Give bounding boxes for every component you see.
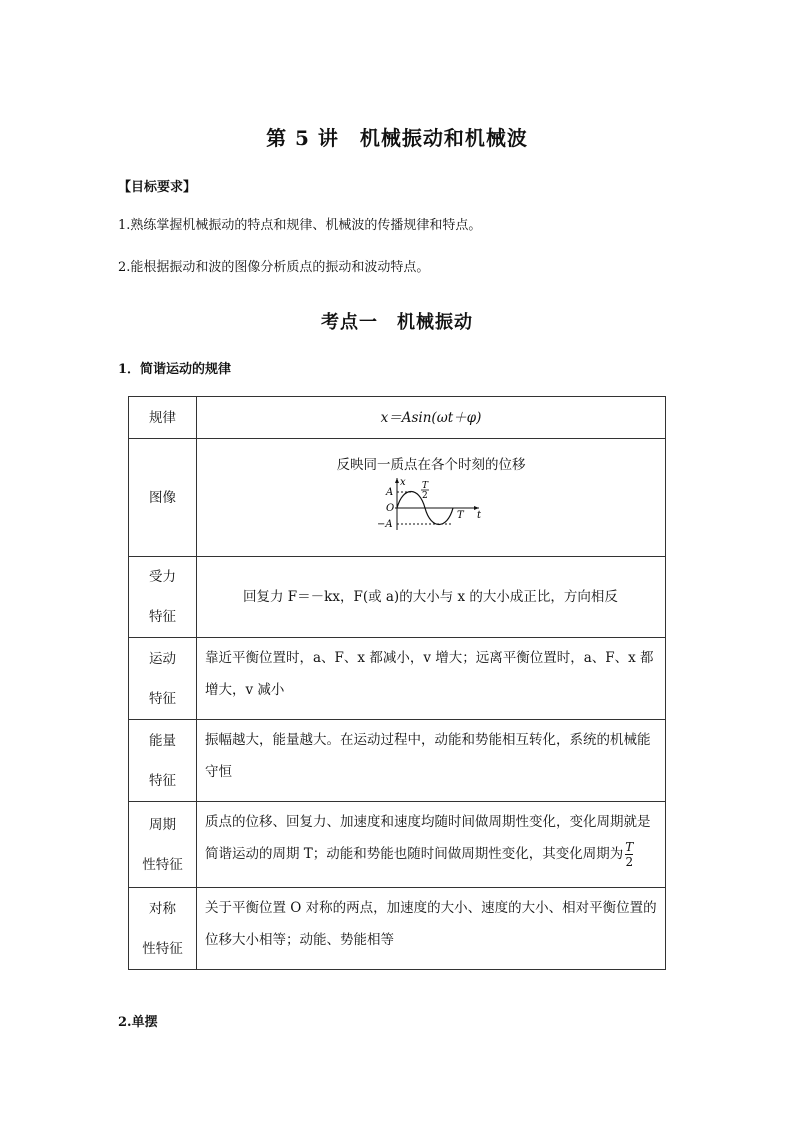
sine-graph: [371, 476, 491, 532]
row-label: 周期 性特征: [129, 802, 197, 888]
row-value: 回复力 F＝－kx，F(或 a)的大小与 x 的大小成正比，方向相反: [197, 557, 666, 638]
row-value: 振幅越大，能量越大。在运动过程中，动能和势能相互转化，系统的机械能守恒: [197, 720, 666, 802]
subsection-heading-2: 2.单摆: [118, 1015, 158, 1030]
label-x: x: [400, 476, 406, 488]
goal-item-1: 1.熟练掌握机械振动的特点和规律、机械波的传播规律和特点。: [118, 218, 482, 233]
table-row: [129, 802, 666, 888]
subsection-heading-1: 1．简谐运动的规律: [118, 362, 232, 377]
row-label: 对称 性特征: [129, 888, 197, 970]
label-t: t: [477, 509, 482, 521]
section-title: 考点一 机械振动: [321, 312, 473, 333]
row-label: 规律: [129, 397, 197, 439]
label-T-half-den: 2: [422, 490, 428, 501]
label-A: A: [386, 486, 394, 498]
table-row: [129, 888, 666, 970]
label-O: O: [386, 502, 395, 514]
goal-item-2: 2.能根据振动和波的图像分析质点的振动和波动特点。: [118, 260, 430, 275]
x-axis-arrow: [395, 478, 399, 483]
row-value: [197, 397, 666, 439]
label-T: T: [457, 509, 464, 521]
row-label: 运动 特征: [129, 638, 197, 720]
graph-caption: 反映同一质点在各个时刻的位移: [336, 456, 526, 473]
row-value: [197, 802, 666, 888]
shm-table: [128, 396, 666, 970]
period-text: 质点的位移、回复力、加速度和速度均随时间做周期性变化，变化周期就是简谐运动的周期 T；动能和势能也随时间做周期性变化，其变化周期为: [205, 814, 651, 862]
formula-text: x＝Asin(ωt＋φ): [380, 409, 482, 426]
row-label: 图像: [129, 439, 197, 557]
fraction-T-over-2: $\frac{T}{2}$: [625, 840, 634, 869]
page-title: 第 5 讲 机械振动和机械波: [266, 126, 528, 150]
row-label: 能量 特征: [129, 720, 197, 802]
table-row: [129, 557, 666, 638]
goals-heading: 【目标要求】: [118, 180, 197, 195]
label-negA: −A: [377, 518, 393, 530]
row-value: 靠近平衡位置时，a、F、x 都减小，v 增大；远离平衡位置时，a、F、x 都增大，v 减小: [197, 638, 666, 720]
row-value: 关于平衡位置 O 对称的两点，加速度的大小、速度的大小、相对平衡位置的位移大小相等；动能、势能相等: [197, 888, 666, 970]
table-row: [129, 397, 666, 439]
table-row: [129, 720, 666, 802]
row-label: 受力 特征: [129, 557, 197, 638]
table-row: [129, 439, 666, 557]
row-value: [197, 439, 666, 557]
label-T-half-num: T: [422, 480, 429, 491]
table-row: [129, 638, 666, 720]
